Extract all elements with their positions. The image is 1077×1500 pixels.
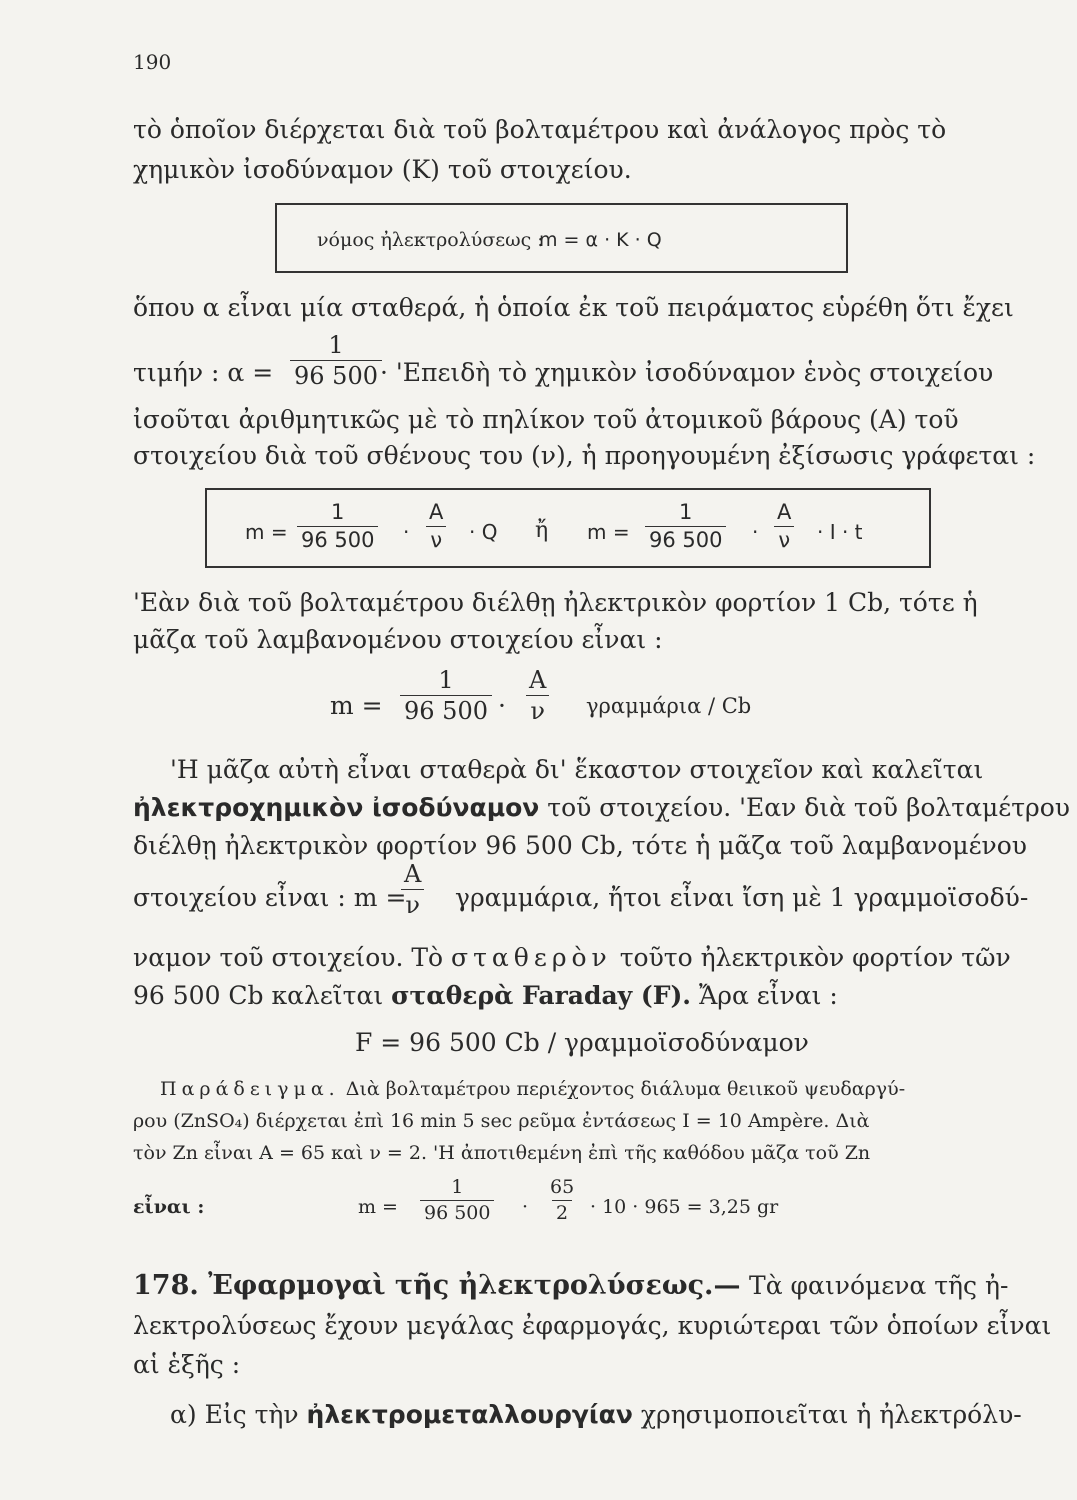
formula-A-1: A (429, 500, 444, 524)
example-line-3: τὸν Zn εἶναι A = 65 καὶ ν = 2. 'Η ἀποτιθεμένη ἐπὶ τῆς καθόδου μᾶζα τοῦ Zn (133, 1142, 871, 1164)
formula-dot-1: · (403, 520, 410, 544)
faraday-constant-term: σταθερὰ Faraday (F). (391, 981, 691, 1010)
formula-q-tail: · Q (469, 520, 498, 544)
section-heading: 178. Ἐφαρμογαὶ τῆς ἠλεκτρολύσεως.— (133, 1270, 741, 1301)
alpha-fraction (290, 333, 382, 388)
cb-dot: · (498, 691, 506, 720)
formula-den-2: 96 500 (645, 526, 726, 551)
example-den-2: 2 (552, 1200, 572, 1223)
equiv-line-4-prefix: στοιχείου εἶναι : m = (133, 883, 407, 912)
formula-nu-1: ν (426, 526, 446, 551)
formula-A-nu-2 (773, 502, 795, 551)
electrometallurgy-term: ἠλεκτρομεταλλουργίαν (306, 1400, 633, 1429)
cb-fraction-1 (400, 668, 492, 723)
section-line-3: αἱ ἑξῆς : (133, 1350, 241, 1379)
formula-fraction-1 (297, 502, 378, 551)
example-label: Παράδειγμα. (160, 1078, 340, 1100)
formula-m-eq-2: m = (587, 520, 630, 544)
cb-unit: γραμμάρια / Cb (586, 694, 752, 718)
example-num-2: 65 (550, 1176, 575, 1198)
equiv-line-5-a: ναμον τοῦ στοιχείου. Τὸ (133, 943, 444, 972)
section-item-prefix: α) Εἰς τὴν (170, 1400, 299, 1429)
cb-line-1: 'Εὰν διὰ τοῦ βολταμέτρου διέλθῃ ἠλεκτρικὸν φορτίον 1 Cb, τότε ἡ (133, 588, 978, 617)
formula-nu-2: ν (774, 526, 794, 551)
cb-num-1: 1 (438, 666, 454, 694)
section-line-1-rest: Τὰ φαινόμενα τῆς ἠ- (749, 1271, 1009, 1300)
equiv-line-1: 'Η μᾶζα αὐτὴ εἶναι σταθερὰ δι' ἕκαστον στοιχεῖον καὶ καλεῖται (170, 755, 984, 784)
page-number: 190 (133, 50, 172, 74)
formula-den-1: 96 500 (297, 526, 378, 551)
equiv-line-5-b: τοῦτο ἠλεκτρικὸν φορτίον τῶν (619, 943, 1011, 972)
formula-i-t-tail: · I · t (817, 520, 863, 544)
example-line-4-prefix: εἶναι : (133, 1196, 205, 1218)
equiv-line-2-rest: τοῦ στοιχείου. 'Εαν διὰ τοῦ βολταμέτρου (547, 793, 1070, 822)
equiv-line-2 (133, 795, 1070, 820)
section-line-2: λεκτρολύσεως ἔχουν μεγάλας ἐφαρμογάς, κυριώτεραι τῶν ὁποίων εἶναι (133, 1311, 1052, 1340)
cb-den-2: ν (526, 695, 549, 723)
intro-line-2: χημικὸν ἰσοδύναμον (K) τοῦ στοιχείου. (133, 155, 632, 184)
equiv-line-4-suffix: γραμμάρια, ἤτοι εἶναι ἴση μὲ 1 γραμμοϊσοδύ- (455, 883, 1029, 912)
electrolysis-law-box (275, 203, 848, 273)
example-dot: · (522, 1196, 529, 1218)
constant-line-2-prefix: τιμήν : α = (133, 358, 274, 387)
equiv-line-6-a: 96 500 Cb καλεῖται (133, 981, 384, 1010)
example-tail: · 10 · 965 = 3,25 gr (590, 1196, 779, 1218)
example-line-1-rest: Διὰ βολταμέτρου περιέχοντος διάλυμα θειικοῦ ψευδαργύ- (345, 1078, 906, 1100)
equiv-line-3: διέλθῃ ἠλεκτρικὸν φορτίον 96 500 Cb, τότε ἡ μᾶζα τοῦ λαμβανομένου (133, 831, 1027, 860)
constant-line-3: ἰσοῦται ἀριθμητικῶς μὲ τὸ πηλίκον τοῦ ἀτομικοῦ βάρους (A) τοῦ (133, 405, 959, 434)
example-line-2: ρου (ZnSO₄) διέρχεται ἐπὶ 16 min 5 sec ρεῦμα ἐντάσεως I = 10 Ampère. Διὰ (133, 1110, 870, 1132)
cb-line-2: μᾶζα τοῦ λαμβανομένου στοιχείου εἶναι : (133, 625, 663, 654)
equiv-den: ν (401, 889, 424, 917)
equiv-line-6 (133, 983, 838, 1008)
cb-eq-m: m = (330, 691, 383, 720)
equiv-line-5 (133, 945, 1011, 970)
formula-or: ἤ (535, 518, 549, 543)
constant-line-2-suffix: · 'Επειδὴ τὸ χημικὸν ἰσοδύναμον ἑνὸς στοιχείου (380, 358, 994, 387)
electrochemical-equivalent-term: ἠλεκτροχημικὸν ἰσοδύναμον (133, 793, 540, 822)
equiv-fraction (400, 862, 425, 917)
cb-den-1: 96 500 (400, 695, 492, 723)
section-line-1 (133, 1270, 1008, 1301)
equiv-line-5-spaced: σταθερὸν (451, 943, 612, 972)
alpha-numerator: 1 (328, 331, 344, 359)
alpha-denominator: 96 500 (290, 360, 382, 388)
constant-line-4: στοιχείου διὰ τοῦ σθένους του (ν), ἡ προηγουμένη ἐξίσωσις γράφεται : (133, 441, 1036, 470)
example-fraction-1 (420, 1178, 494, 1223)
example-line-1 (160, 1080, 905, 1099)
example-fraction-2 (546, 1178, 578, 1223)
intro-line-1: τὸ ὁποῖον διέρχεται διὰ τοῦ βολταμέτρου καὶ ἀνάλογος πρὸς τὸ (133, 115, 947, 144)
law-label: νόμος ἠλεκτρολύσεως : (317, 229, 544, 251)
section-item-a (170, 1402, 1022, 1427)
formula-A-nu-1 (425, 502, 447, 551)
constant-line-1: ὅπου α εἶναι μία σταθερά, ἡ ὁποία ἐκ τοῦ πειράματος εὑρέθη ὅτι ἔχει (133, 293, 1014, 322)
law-formula: m = α · K · Q (539, 229, 662, 251)
section-item-rest: χρησιμοποιεῖται ἡ ἠλεκτρόλυ- (640, 1400, 1022, 1429)
formula-fraction-2 (645, 502, 726, 551)
equiv-num: A (404, 860, 422, 888)
formula-A-2: A (777, 500, 792, 524)
faraday-equation: F = 96 500 Cb / γραμμοϊσοδύναμον (355, 1028, 809, 1057)
cb-fraction-2 (525, 668, 550, 723)
formula-one-1: 1 (331, 500, 345, 524)
cb-num-2: A (529, 666, 547, 694)
example-den-1: 96 500 (420, 1200, 494, 1223)
formula-m-eq-1: m = (245, 520, 288, 544)
formula-one-2: 1 (679, 500, 693, 524)
example-num-1: 1 (451, 1176, 464, 1198)
equiv-line-6-b: Ἄρα εἶναι : (698, 981, 838, 1010)
formula-dot-2: · (752, 520, 759, 544)
example-eq-m: m = (358, 1196, 398, 1218)
mass-formula-box (205, 488, 931, 568)
